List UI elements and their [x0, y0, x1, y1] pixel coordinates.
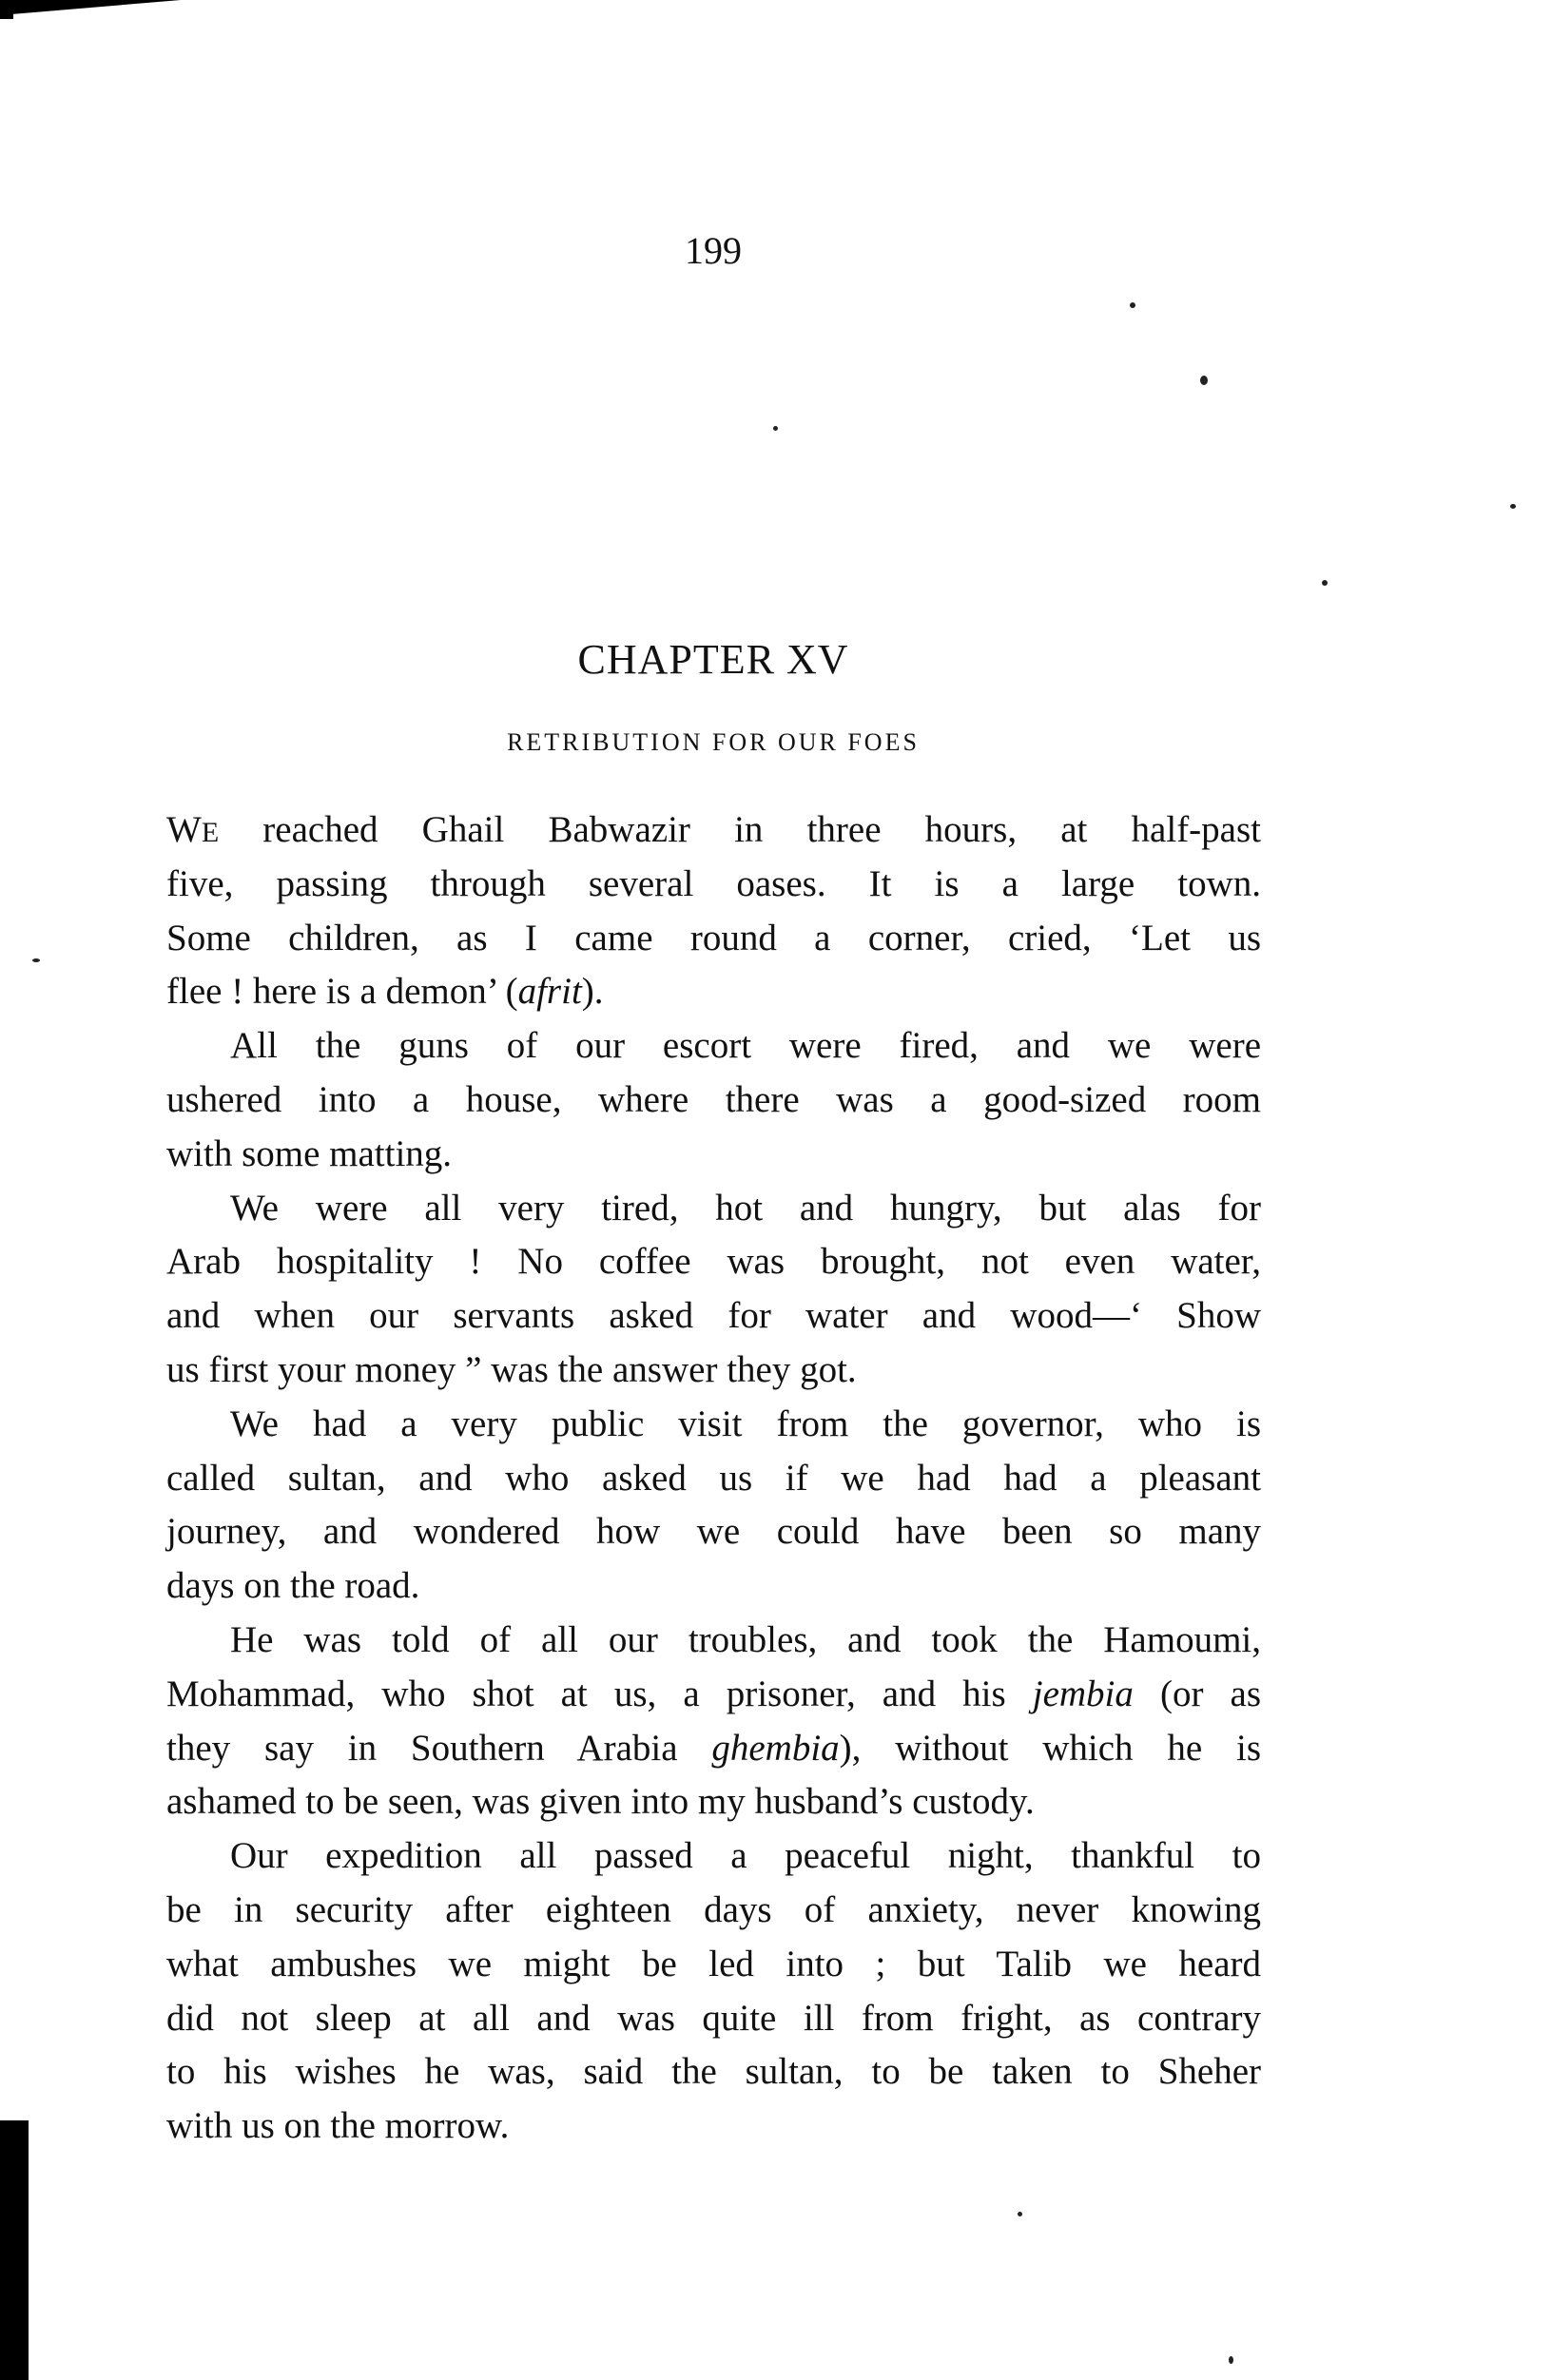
text-line: did not sleep at all and was quite ill from fright, as contrary: [166, 1997, 1261, 2039]
text-line: He was told of all our troubles, and took the Hamoumi,: [230, 1618, 1261, 1660]
text-line: what ambushes we might be led into ; but Talib we heard: [166, 1943, 1261, 1984]
text-line: called sultan, and who asked us if we had had a pleasant: [166, 1457, 1261, 1499]
italic-term: ghembia: [711, 1727, 840, 1769]
italic-term: jembia: [1032, 1673, 1134, 1714]
text-line: and when our servants asked for water and wood—‘ Show: [166, 1295, 1261, 1337]
text-line: they say in Southern Arabia ghembia), without which he is: [166, 1727, 1261, 1769]
text-line: flee ! here is a demon’ (afrit).: [166, 971, 604, 1013]
paragraph: [166, 803, 1261, 1019]
scan-speck: [1322, 580, 1328, 586]
scan-edge-mark: [0, 2120, 29, 2380]
text-line: Arab hospitality ! No coffee was brought, not even water,: [166, 1241, 1261, 1283]
text-line: with some matting.: [166, 1132, 453, 1174]
scan-edge-mark: [0, 0, 13, 19]
text-line: five, passing through several oases. It is a large town.: [166, 862, 1261, 904]
body-text: [166, 803, 1261, 2154]
paragraph: [166, 1614, 1261, 1829]
scan-speck: [1229, 2356, 1233, 2364]
scan-edge-mark: [0, 0, 181, 15]
text-line: All the guns of our escort were fired, and we were: [230, 1025, 1261, 1067]
text-line: us first your money ” was the answer they got.: [166, 1348, 857, 1390]
chapter-title: CHAPTER XV: [577, 636, 849, 683]
text-line: journey, and wondered how we could have been so many: [166, 1511, 1261, 1553]
scan-speck: [1200, 376, 1208, 385]
page-number: 199: [685, 229, 742, 272]
text-line: WE reached Ghail Babwazir in three hours, at half-past: [166, 809, 1261, 850]
chapter-subtitle: RETRIBUTION FOR OUR FOES: [507, 728, 920, 756]
text-line: Our expedition all passed a peaceful night, thankful to: [230, 1835, 1261, 1877]
paragraph: [166, 1019, 1261, 1181]
paragraph: [166, 1829, 1261, 2154]
scan-speck: [1018, 2212, 1022, 2216]
scan-speck: [1510, 504, 1516, 509]
scan-speck: [32, 958, 40, 962]
scan-speck: [1130, 302, 1135, 308]
text-line: ushered into a house, where there was a good-sized room: [166, 1078, 1261, 1120]
text-line: with us on the morrow.: [166, 2105, 510, 2147]
text-line: Mohammad, who shot at us, a prisoner, and his jembia (or as: [166, 1673, 1261, 1714]
scan-speck: [773, 426, 778, 431]
text-line: days on the road.: [166, 1565, 420, 1607]
text-line: be in security after eighteen days of anxiety, never knowing: [166, 1888, 1261, 1930]
italic-term: afrit: [517, 971, 582, 1013]
paragraph: [166, 1398, 1261, 1614]
small-caps: E: [201, 817, 220, 848]
text-line: ashamed to be seen, was given into my husband’s custody.: [166, 1781, 1035, 1823]
text-line: Some children, as I came round a corner, cried, ‘Let us: [166, 917, 1261, 958]
text-line: to his wishes he was, said the sultan, to be taken to Sheher: [166, 2051, 1261, 2093]
paragraph: [166, 1182, 1261, 1398]
text-line: We had a very public visit from the governor, who is: [230, 1403, 1261, 1444]
text-line: We were all very tired, hot and hungry, but alas for: [230, 1187, 1261, 1229]
